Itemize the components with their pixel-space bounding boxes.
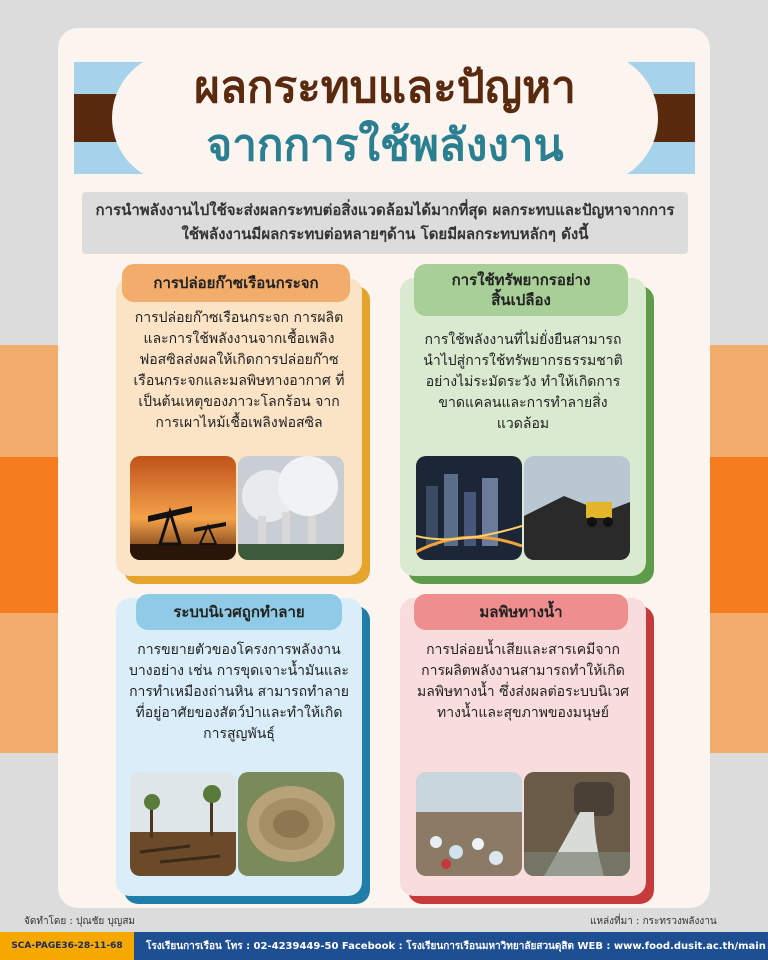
footer-bar — [0, 932, 768, 960]
credit-author: จัดทำโดย : ปุณชัย บุญสม — [24, 916, 136, 927]
power-plant-smoke-photo — [238, 456, 344, 560]
panel-3-body: การขยายตัวของโครงการพลังงานบางอย่าง เช่น การขุดเจาะน้ำมันและการทำเหมืองถ่านหิน สามารถทำลายที่อยู่อาศัยของสัตว์ป่าและทำให้เกิดการสูญพันธุ์ — [129, 642, 349, 742]
oil-pumpjack-photo — [130, 456, 236, 560]
plastic-waste-beach-photo — [416, 772, 522, 876]
deforestation-photo — [130, 772, 236, 876]
coal-mining-photo — [524, 456, 630, 560]
intro-text: การนำพลังงานไปใช้จะส่งผลกระทบต่อสิ่งแวดล้อมได้มากที่สุด ผลกระทบและปัญหาจากการใช้พลังงานมีผลกระทบต่อหลายๆด้าน โดยมีผลกระทบหลักๆ ดังนี้ — [82, 192, 688, 254]
panel-2-body: การใช้พลังงานที่ไม่ยั่งยืนสามารถนำไปสู่การใช้ทรัพยากรธรรมชาติอย่างไม่ระมัดระวัง ทำให้เกิดการขาดแคลนและการทำลายสิ่งแวดล้อม — [423, 332, 623, 432]
panel-1-title: การปล่อยก๊าซเรือนกระจก — [122, 264, 350, 302]
city-night-photo — [416, 456, 522, 560]
open-pit-mine-photo — [238, 772, 344, 876]
panel-2-title: การใช้ทรัพยากรอย่างสิ้นเปลือง — [414, 264, 628, 316]
panel-3-title: ระบบนิเวศถูกทำลาย — [136, 594, 342, 630]
panel-4-body: การปล่อยน้ำเสียและสารเคมีจากการผลิตพลังงานสามารถทำให้เกิดมลพิษทางน้ำ ซึ่งส่งผลต่อระบบนิเวศทางน้ำและสุขภาพของมนุษย์ — [417, 642, 629, 721]
title-block — [112, 52, 658, 184]
footer-contact-info: โรงเรียนการเรือน โทร : 02-4239449-50 Facebook : โรงเรียนการเรือนมหาวิทยาลัยสวนดุสิต WEB : www.food.dusit.ac.th/main — [146, 940, 766, 952]
credit-source: แหล่งที่มา : กระทรวงพลังงาน — [590, 916, 717, 927]
page-title-line-1: ผลกระทบและปัญหา — [194, 62, 576, 113]
page-title-line-2: จากการใช้พลังงาน — [206, 120, 564, 171]
panel-1-body: การปล่อยก๊าซเรือนกระจก การผลิตและการใช้พลังงานจากเชื้อเพลิงฟอสซิลส่งผลให้เกิดการปล่อยก๊าซเรือนกระจกและมลพิษทางอากาศ ที่เป็นต้นเหตุของภาวะโลกร้อน จากการเผาไหม้เชื้อเพลิงฟอสซิล — [133, 310, 345, 431]
page-code: SCA-PAGE36-28-11-68 — [0, 932, 134, 960]
wastewater-pipe-photo — [524, 772, 630, 876]
panel-4-title: มลพิษทางน้ำ — [414, 594, 628, 630]
